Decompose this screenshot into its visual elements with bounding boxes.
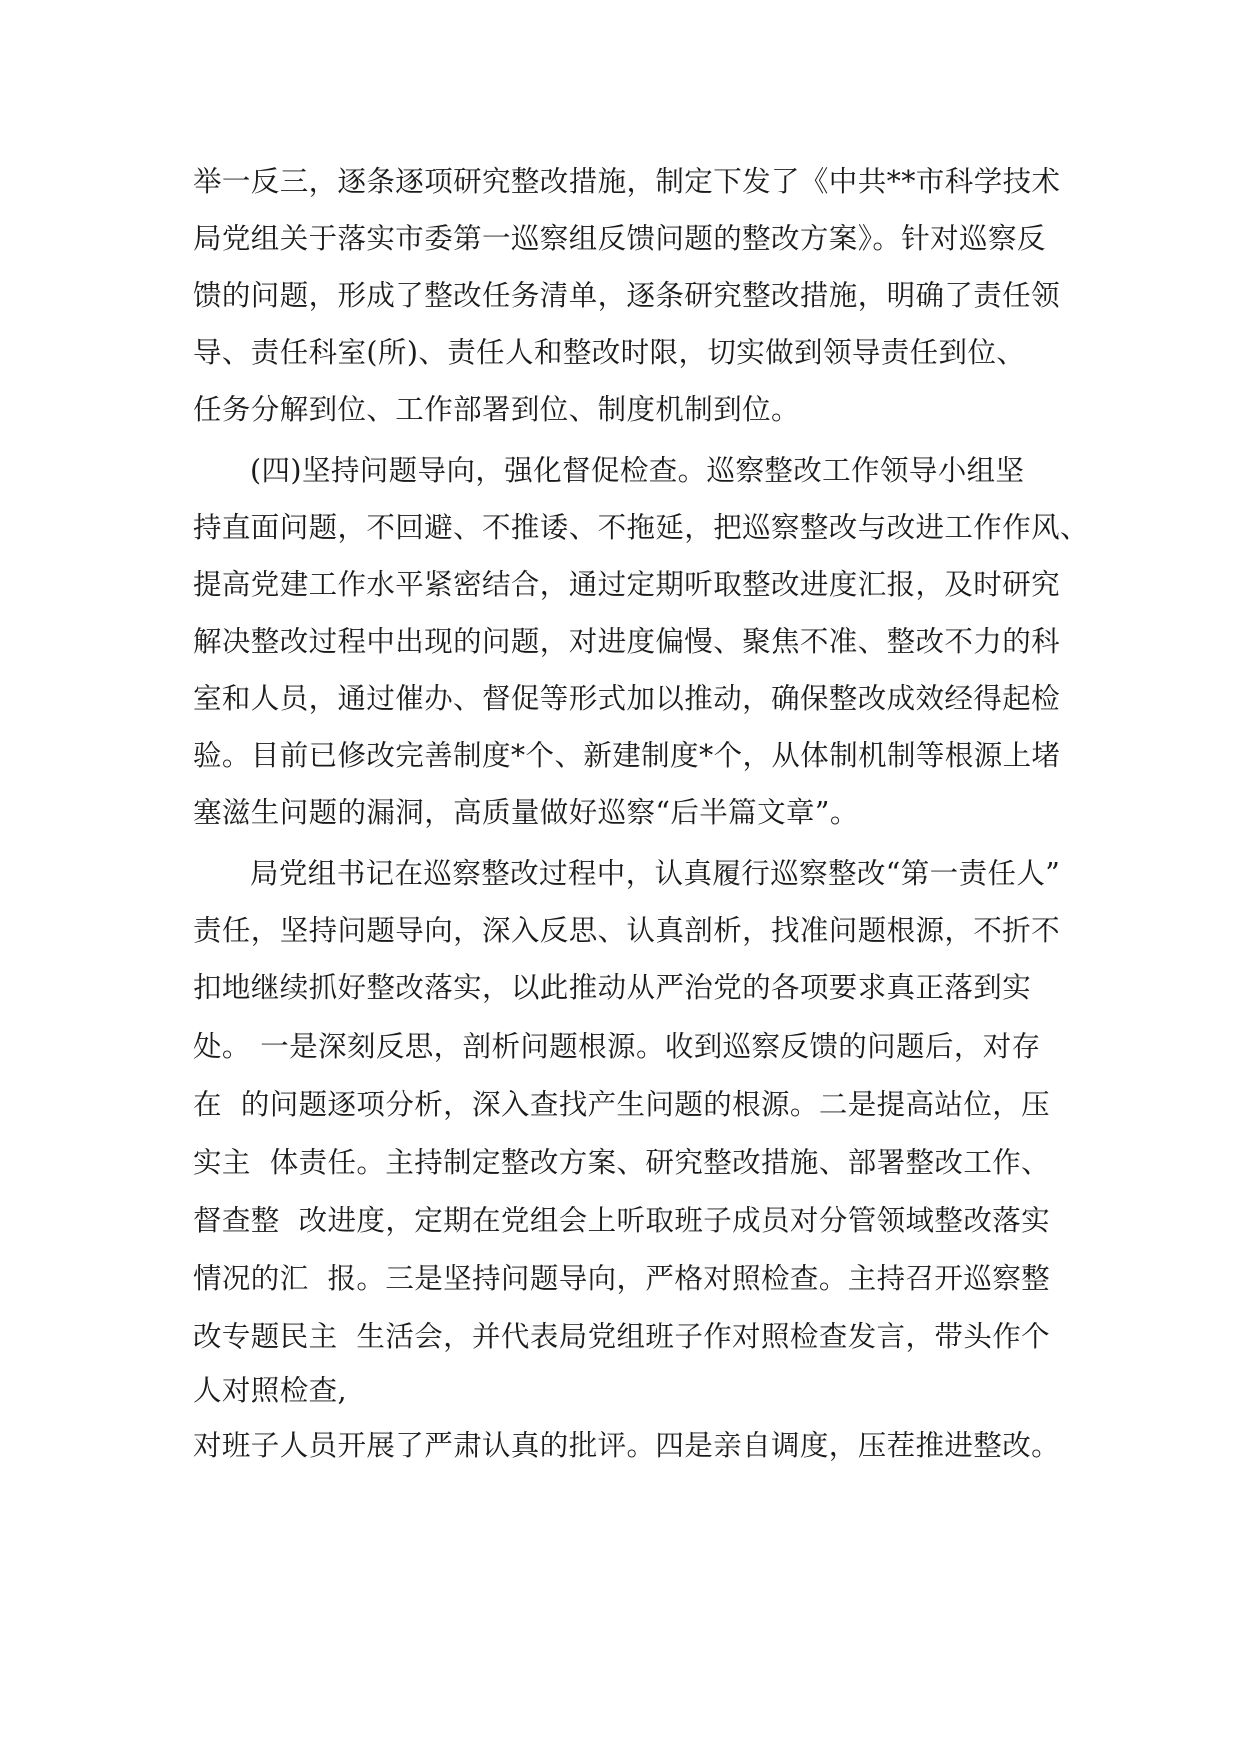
text-line: 导、责任科室(所)、责任人和整改时限，切实做到领导责任到位、	[193, 336, 1026, 369]
text-line: 局党组书记在巡察整改过程中，认真履行巡察整改“第一责任人”	[250, 857, 1061, 890]
text-line: 实主 体责任。主持制定整改方案、研究整改措施、部署整改工作、	[193, 1146, 1051, 1179]
text-line: 情况的汇 报。三是坚持问题导向，严格对照检查。主持召开巡察整	[193, 1262, 1051, 1295]
text-line: 督查整 改进度，定期在党组会上听取班子成员对分管领域整改落实	[193, 1204, 1051, 1237]
text-line: 局党组关于落实市委第一巡察组反馈问题的整改方案》。针对巡察反	[193, 222, 1046, 255]
text-line: 扣地继续抓好整改落实，以此推动从严治党的各项要求真正落到实	[193, 971, 1032, 1004]
text-line: 馈的问题，形成了整改任务清单，逐条研究整改措施，明确了责任领	[193, 279, 1061, 312]
text-line: 对班子人员开展了严肃认真的批评。四是亲自调度，压茬推进整改。	[193, 1429, 1061, 1462]
text-line: 塞滋生问题的漏洞，高质量做好巡察“后半篇文章”。	[193, 796, 859, 829]
text-line: 验。目前已修改完善制度*个、新建制度*个，从体制机制等根源上堵	[193, 739, 1061, 772]
text-line: 责任，坚持问题导向，深入反思、认真剖析，找准问题根源，不折不	[193, 914, 1061, 947]
text-line: 任务分解到位、工作部署到位、制度机制到位。	[193, 393, 800, 426]
text-line: 在 的问题逐项分析，深入查找产生问题的根源。二是提高站位，压	[193, 1088, 1051, 1121]
text-line: 人对照检查,	[193, 1374, 347, 1407]
section-heading-line: (四)坚持问题导向，强化督促检查。巡察整改工作领导小组坚	[250, 454, 1025, 487]
text-line: 室和人员，通过催办、督促等形式加以推动，确保整改成效经得起检	[193, 682, 1061, 715]
text-line: 处。 一是深刻反思，剖析问题根源。收到巡察反馈的问题后，对存	[193, 1030, 1041, 1063]
text-line: 举一反三，逐条逐项研究整改措施，制定下发了《中共**市科学技术	[193, 165, 1061, 198]
text-line: 改专题民主 生活会，并代表局党组班子作对照检查发言，带头作个	[193, 1320, 1051, 1353]
text-line: 提高党建工作水平紧密结合，通过定期听取整改进度汇报，及时研究	[193, 568, 1061, 601]
text-line: 持直面问题，不回避、不推诿、不拖延，把巡察整改与改进工作作风、	[193, 511, 1089, 544]
text-line: 解决整改过程中出现的问题，对进度偏慢、聚焦不准、整改不力的科	[193, 625, 1061, 658]
